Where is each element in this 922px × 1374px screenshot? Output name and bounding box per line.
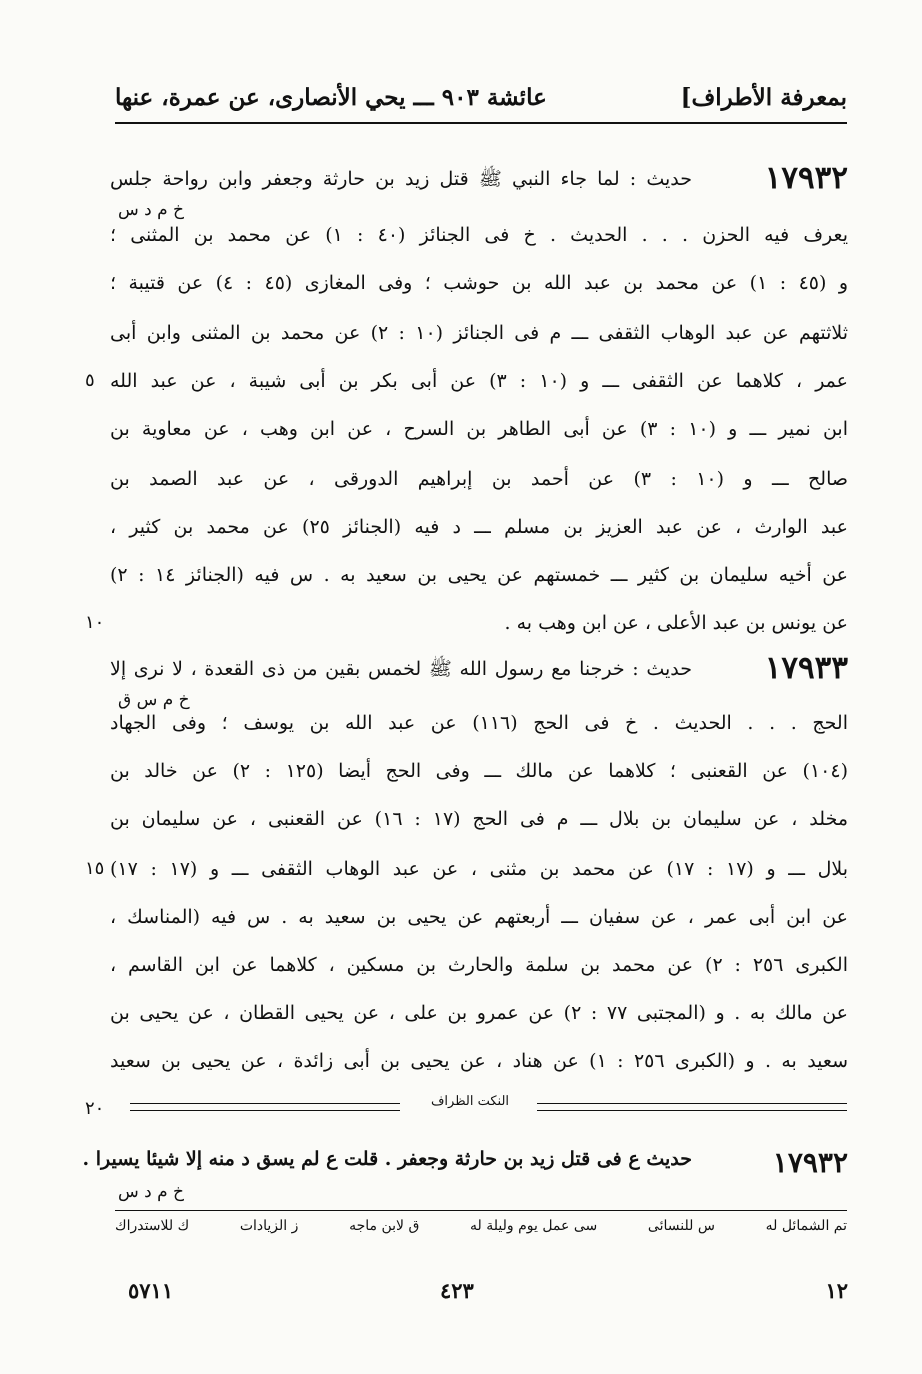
text-line: عن مالك به . و (المجتبى ٧٧ : ٢) عن عمرو بن على ، عن يحيى القطان ، عن يحيى بن	[110, 1002, 848, 1024]
text-line: سعيد به . و (الكبرى ٢٥٦ : ١) عن هناد ، عن يحيى بن أبى زائدة ، عن يحيى بن سعيد	[110, 1050, 848, 1072]
text-line: ثلاثتهم عن عبد الوهاب الثقفى ـــ م فى الجنائز (١٠ : ٢) عن محمد بن المثنى وابن أبى	[110, 322, 848, 344]
entry-number: ١٧٩٣٢	[764, 160, 848, 196]
text-line: (١٠٤) عن القعنبى ؛ كلاهما عن مالك ـــ وفى الحج أيضا (١٢٥ : ٢) عن خالد بن	[110, 760, 848, 782]
text-line: الكبرى ٢٥٦ : ٢) عن محمد بن سلمة والحارث بن مسكين ، كلاهما عن ابن القاسم ،	[110, 954, 848, 976]
divider-rule-right	[537, 1103, 847, 1111]
margin-line-number: ٥	[85, 370, 95, 391]
text-line: حديث : لما جاء النبي ﷺ قتل زيد بن حارثة وجعفر وابن رواحة جلس	[110, 168, 692, 190]
legend-item: ز الزيادات	[239, 1218, 299, 1234]
margin-line-number: ١٠	[85, 612, 105, 633]
section-divider	[130, 1094, 847, 1114]
text-line: عن ابن أبى عمر ، عن سفيان ـــ أربعتهم عن يحيى بن سعيد به . س فيه (المناسك ،	[110, 906, 848, 928]
text-line: حديث : خرجنا مع رسول الله ﷺ لخمس بقين من ذى القعدة ، لا نرى إلا	[110, 658, 692, 680]
text-line: ابن نمير ـــ و (١٠ : ٣) عن أبى الطاهر بن السرح ، عن ابن وهب ، عن معاوية بن	[110, 418, 849, 440]
text-line: عبد الوارث ، عن عبد العزيز بن مسلم ـــ د فيه (الجنائز ٢٥) عن محمد بن كثير ،	[110, 516, 848, 538]
text-line: يعرف فيه الحزن . . . الحديث . خ فى الجنائز (٤٠ : ١) عن محمد بن المثنى ؛	[110, 224, 848, 246]
legend-item: ك للاستدراك	[115, 1218, 190, 1234]
abbreviation-legend	[115, 1218, 847, 1248]
text-line: مخلد ، عن سليمان بن بلال ـــ م فى الحج (١٧ : ١٦) عن القعنبى ، عن سليمان بن	[110, 808, 849, 830]
legend-item: ق لابن ماجه	[349, 1218, 420, 1234]
legend-item: تم الشمائل له	[765, 1218, 847, 1234]
volume-number: ١٢	[825, 1278, 848, 1303]
serial-number: ٥٧١١	[128, 1278, 174, 1303]
margin-line-number: ١٥	[85, 858, 105, 879]
text-line: و (٤٥ : ١) عن محمد بن عبد الله بن حوشب ؛ وفى المغازى (٤٥ : ٤) عن قتيبة ؛	[110, 272, 848, 294]
margin-line-number: ٢٠	[85, 1098, 105, 1119]
entry-number: ١٧٩٣٣	[764, 650, 848, 686]
note-text: حديث ع فى قتل زيد بن حارثة وجعفر . قلت ع لم يسق د منه إلا شيئا يسيرا .	[82, 1148, 692, 1170]
legend-rule	[115, 1210, 847, 1211]
header-rule	[115, 122, 847, 124]
entry-sigla: خ م د س	[118, 200, 185, 220]
note-sigla: خ م د س	[118, 1182, 185, 1202]
text-line: صالح ـــ و (١٠ : ٣) عن أحمد بن إبراهيم الدورقى ، عن عبد الصمد بن	[110, 468, 848, 490]
entry-sigla: خ م س ق	[118, 690, 190, 710]
header-narrator-chain: عائشة ٩٠٣ ـــ يحي الأنصارى، عن عمرة، عنها	[115, 84, 547, 111]
text-line: عمر ، كلاهما عن الثقفى ـــ و (١٠ : ٣) عن أبى بكر بن أبى شيبة ، عن عبد الله	[110, 370, 848, 392]
running-header	[115, 78, 847, 118]
legend-item: سى عمل يوم وليلة له	[470, 1218, 598, 1234]
text-line: عن أخيه سليمان بن كثير ـــ خمستهم عن يحيى بن سعيد به . س فيه (الجنائز ١٤ : ٢)	[110, 564, 849, 586]
text-line: عن يونس بن عبد الأعلى ، عن ابن وهب به .	[504, 612, 848, 634]
text-line: بلال ـــ و (١٧ : ١٧) عن محمد بن مثنى ، عن عبد الوهاب الثقفى ـــ و (١٧ : ١٧)	[110, 858, 849, 880]
legend-item: س للنسائى	[647, 1218, 715, 1234]
divider-rule-left	[130, 1103, 400, 1111]
page-number: ٤٢٣	[440, 1278, 474, 1303]
header-section-title: بمعرفة الأطراف]	[680, 84, 847, 111]
text-line: الحج . . . الحديث . خ فى الحج (١١٦) عن عبد الله بن يوسف ؛ وفى الجهاد	[110, 712, 848, 734]
divider-label: النكت الظراف	[430, 1094, 510, 1109]
note-entry-number: ١٧٩٣٢	[772, 1146, 848, 1179]
